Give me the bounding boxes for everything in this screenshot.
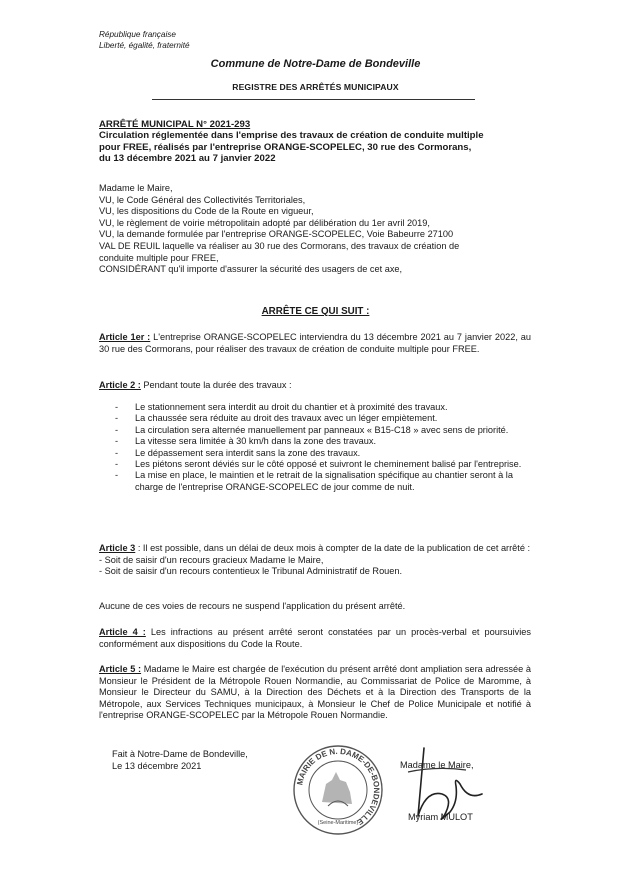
commune-title: Commune de Notre-Dame de Bondeville (210, 58, 421, 70)
preamble-line: VU, le Code Général des Collectivités Territoriales, (99, 194, 306, 205)
article-text: L'entreprise ORANGE-SCOPELEC interviendra du 13 décembre 2021 au 7 janvier 2022, au 30 rue des Cormorans, pour réaliser des travaux de création de conduite multiple pour FREE. (99, 332, 531, 354)
mairie-seal-icon (292, 744, 384, 836)
article-text: Madame le Maire est chargée de l'exécution du présent arrêté dont ampliation sera adressée à Monsieur le Président de la Métropole Rouen Normandie, au Commissariat de Police de Maromme, à Monsieur le Directeur du SAMU, à la Direction des Déchets et à la Direction des Transports de la Métropole, aux Services Techniques municipaux, à Monsieur le Chef de Police Municipale et notifié à l'entreprise ORANGE-SCOPELEC par la Métropole Rouen Normandie. (99, 664, 531, 721)
subject-line: du 13 décembre 2021 au 7 janvier 2022 (99, 153, 276, 165)
preamble-line: VAL DE REUIL laquelle va réaliser au 30 rue des Cormorans, des travaux de création de (99, 240, 460, 251)
preamble-line: conduite multiple pour FREE, (99, 252, 219, 263)
article-2 (99, 380, 531, 392)
svg-text:MAIRIE DE N. DAME-DE-BONDEVILL: MAIRIE DE N. DAME-DE-BONDEVILLE (295, 746, 382, 827)
article-text: Les infractions au présent arrêté seront constatées par un procès-verbal et poursuivies conformément aux dispositions du Code la Route. (99, 627, 531, 649)
subject-line: pour FREE, réalisés par l'entreprise ORANGE-SCOPELEC, 30 rue des Cormorans, (99, 141, 472, 153)
list-item: - La vitesse sera limitée à 30 km/h dans la zone des travaux. (115, 436, 535, 447)
article-text: : Il est possible, dans un délai de deux mois à compter de la date de la publication de cet arrêté : (135, 543, 531, 553)
list-item: - Le dépassement sera interdit sans la zone des travaux. (115, 448, 535, 459)
date-line: Le 13 décembre 2021 (112, 760, 202, 771)
article-label: Article 2 : (99, 380, 141, 390)
recours-line: - Soit de saisir d'un recours contentieux le Tribunal Administratif de Rouen. (99, 566, 403, 577)
list-item: - Le stationnement sera interdit au droit du chantier et à proximité des travaux. (115, 402, 535, 413)
registre-subtitle: REGISTRE DES ARRÊTÉS MUNICIPAUX (232, 82, 399, 92)
arrete-subject (99, 130, 529, 165)
article-2-list (115, 402, 535, 493)
motto-line: Liberté, égalité, fraternité (99, 41, 190, 50)
subject-line: Circulation réglementée dans l'emprise des travaux de création de conduite multiple (99, 130, 484, 141)
article-1 (99, 332, 531, 355)
signer-name: Myriam MULOT (408, 812, 473, 822)
list-item: - Les piétons seront déviés sur le côté opposé et suivront le cheminement balisé par l'entreprise. (115, 459, 535, 470)
recours-line: - Soit de saisir d'un recours gracieux Madame le Maire, (99, 554, 324, 565)
signature-place-date (112, 749, 248, 773)
preamble-line: VU, la demande formulée par l'entreprise ORANGE-SCOPELEC, Voie Babeurre 27100 (99, 229, 454, 240)
preamble (99, 183, 531, 276)
fait-a-line: Fait à Notre-Dame de Bondeville, (112, 749, 248, 759)
list-item: - La circulation sera alternée manuellement par panneaux « B15-C18 » avec sens de priorité. (115, 425, 535, 436)
preamble-line: VU, le règlement de voirie métropolitain adopté par délibération du 1er avril 2019, (99, 217, 430, 228)
article-label: Article 3 (99, 543, 136, 553)
republic-line: République française (99, 30, 176, 39)
article-text: Pendant toute la durée des travaux : (140, 380, 292, 390)
preamble-line: CONSIDÉRANT qu'il importe d'assurer la sécurité des usagers de cet axe, (99, 264, 403, 275)
recours-note: Aucune de ces voies de recours ne suspend l'application du présent arrêté. (99, 601, 406, 611)
header-divider (152, 99, 475, 100)
republic-header (99, 29, 190, 51)
article-label: Article 4 : (99, 627, 146, 637)
list-item: - La mise en place, le maintien et le retrait de la signalisation spécifique au chantier seront à la charge de l'entreprise ORANGE-SCOPELEC de jour comme de nuit. (115, 470, 535, 493)
article-5 (99, 664, 531, 722)
preamble-line: VU, les dispositions du Code de la Route en vigueur, (99, 206, 314, 217)
article-label: Article 5 : (99, 664, 142, 674)
preamble-line: Madame le Maire, (99, 183, 173, 193)
article-4 (99, 627, 531, 650)
article-label: Article 1er : (99, 332, 151, 342)
list-item: - La chaussée sera réduite au droit des travaux avec un léger empiètement. (115, 413, 535, 424)
arrete-ce-qui-suit-heading: ARRÊTE CE QUI SUIT : (261, 306, 370, 317)
madame-le-maire: Madame le Maire, (400, 760, 474, 770)
svg-text:(Seine-Maritime): (Seine-Maritime) (317, 820, 359, 826)
arrete-number: ARRÊTÉ MUNICIPAL N° 2021-293 (99, 119, 251, 130)
article-3 (99, 543, 531, 578)
